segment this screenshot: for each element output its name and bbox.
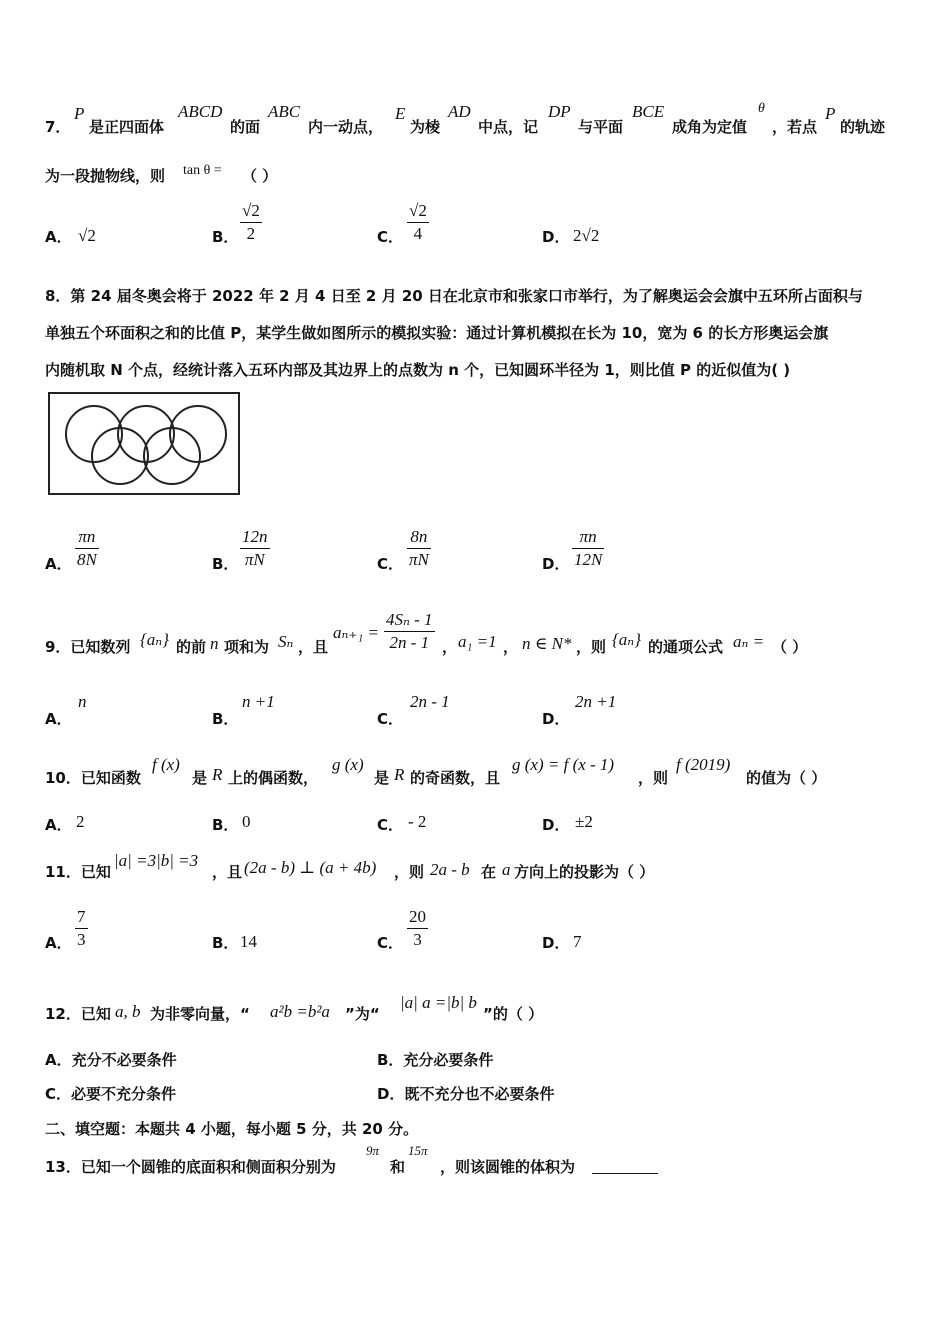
q9-paren: （ ） (772, 638, 808, 656)
q11-var-a: a (502, 860, 511, 879)
q10-option-b-value: 0 (242, 812, 251, 831)
q8-option-d-label: D． (542, 555, 570, 573)
q7-var: E (395, 104, 406, 123)
q9-seq: {aₙ} (612, 630, 641, 649)
q10-text: 的奇函数，且 (410, 769, 501, 787)
q7-text: 的轨迹 (840, 118, 886, 136)
q10-option-d-value: ±2 (575, 812, 593, 831)
q11-text: ，且 (212, 863, 243, 881)
q11-perp: (2a - b) ⊥ (a + 4b) (244, 858, 377, 877)
q9-option-d-label: D． (542, 710, 570, 728)
q10-option-a-value: 2 (76, 812, 85, 831)
q10-text: 的值为（ ） (746, 769, 827, 787)
q7-text: 是正四面体 (89, 118, 165, 136)
q7-text: 成角为定值 (672, 118, 748, 136)
q9-recurrence-fraction: $\frac{\text{4Sₙ - 1}}{2n - 1}$ (386, 610, 433, 652)
q9-option-a-label: A． (45, 710, 72, 728)
q7-var: ABC (268, 102, 301, 121)
q7-var-p: P (74, 104, 85, 123)
q11-option-b-value: 14 (240, 932, 257, 951)
q7-option-c-label: C． (377, 228, 404, 246)
q9-option-b-label: B． (212, 710, 239, 728)
q13-text: ，则该圆锥的体积为 (440, 1158, 576, 1176)
q9-general-term: aₙ = (733, 632, 765, 651)
q9-option-d-value: 2n +1 (575, 692, 617, 711)
q10-gx: g (x) (332, 755, 364, 774)
q9-text: ， (503, 638, 519, 656)
q12-text: 12．已知 (45, 1005, 111, 1023)
q8-line1: 8．第 24 届冬奥会将于 2022 年 2 月 4 日至 2 月 20 日在北京市和张家口市举行，为了解奥运会会旗中五环所占面积与 (45, 287, 863, 305)
q10-var-r: R (212, 765, 223, 784)
q7-var: DP (548, 102, 571, 121)
q10-option-a-label: A． (45, 816, 72, 834)
q13-text: 和 (390, 1158, 406, 1176)
q9-seq: {aₙ} (140, 630, 169, 649)
q9-option-a-value: n (78, 692, 87, 711)
q9-option-c-value: 2n - 1 (410, 692, 450, 711)
q7-option-b-label: B． (212, 228, 239, 246)
q8-option-c-label: C． (377, 555, 404, 573)
q10-text: 上的偶函数， (228, 769, 319, 787)
q13-text: 13．已知一个圆锥的底面积和侧面积分别为 (45, 1158, 336, 1176)
q11-vector: 2a - b (430, 860, 470, 879)
q9-text: ， (442, 638, 458, 656)
q7-text: ，若点 (772, 118, 818, 136)
q10-var-r: R (394, 765, 405, 784)
q13-base-area: 9π (366, 1143, 380, 1158)
q7-option-b-fraction: $\frac{√2}{2}$ (242, 201, 260, 243)
q8-option-a-fraction: $\frac{\pi n}{8N}$ (77, 527, 97, 569)
q10-option-c-value: - 2 (408, 812, 427, 831)
q7-var: AD (448, 102, 471, 121)
q7-option-a-value: √2 (78, 226, 96, 245)
q9-initial: a₁ =1 (458, 632, 497, 651)
q10-option-c-label: C． (377, 816, 404, 834)
q9-domain: n ∈ N* (522, 634, 572, 653)
q9-var-s: Sₙ (278, 632, 294, 651)
q13-lateral-area: 15π (408, 1143, 428, 1158)
q11-text: 在 (481, 863, 497, 881)
olympic-rings-figure (48, 392, 242, 496)
q9-text: ，且 (298, 638, 329, 656)
q8-option-a-label: A． (45, 555, 72, 573)
q7-line2: 为一段抛物线，则 (45, 167, 166, 185)
q9-var-n: n (210, 634, 219, 653)
q8-option-c-fraction: $\frac{8n}{\pi N}$ (409, 527, 429, 569)
q8-option-b-fraction: $\frac{12n}{\pi N}$ (242, 527, 268, 569)
q12-vars: a, b (115, 1002, 141, 1021)
q11-text: 11．已知 (45, 863, 111, 881)
q8-option-d-fraction: $\frac{\pi n}{12N}$ (574, 527, 603, 569)
q12-condition-2: |a| a =|b| b (400, 993, 477, 1012)
q12-text: ”的（ ） (483, 1005, 544, 1023)
q10-text: 10．已知函数 (45, 769, 141, 787)
q10-relation: g (x) = f (x - 1) (512, 755, 615, 774)
q10-option-d-label: D． (542, 816, 570, 834)
section-heading: 二、填空题：本题共 4 小题，每小题 5 分，共 20 分。 (45, 1120, 419, 1138)
q11-text: 方向上的投影为（ ） (514, 863, 655, 881)
q11-option-d-label: D． (542, 934, 570, 952)
q11-norms: |a| =3|b| =3 (114, 851, 199, 870)
q9-option-b-value: n +1 (242, 692, 275, 711)
q12-text: ”为“ (345, 1005, 380, 1023)
q9-recurrence-lhs: aₙ₊₁ = (333, 623, 379, 642)
q9-text: 的通项公式 (648, 638, 724, 656)
q9-text: 项和为 (224, 638, 270, 656)
q11-option-a-fraction: $\frac{7}{3}$ (77, 907, 86, 949)
q7-text: 为棱 (410, 118, 441, 136)
q10-text: 是 (192, 769, 208, 787)
q10-f2019: f (2019) (676, 755, 731, 774)
q12-text: 为非零向量，“ (150, 1005, 250, 1023)
q9-text: 的前 (176, 638, 207, 656)
q9-text: ，则 (576, 638, 607, 656)
q9-text: 9．已知数列 (45, 638, 131, 656)
q12-option-d: D．既不充分也不必要条件 (377, 1085, 555, 1103)
q12-condition-1: a²b =b²a (270, 1002, 330, 1021)
q7-text: 的面 (230, 118, 261, 136)
q11-option-d-value: 7 (573, 932, 582, 951)
q11-text: ，则 (394, 863, 425, 881)
q7-var: ABCD (178, 102, 223, 121)
q10-text: ，则 (638, 769, 669, 787)
q8-line2: 单独五个环面积之和的比值 P，某学生做如图所示的模拟实验：通过计算机模拟在长为 10，宽为 6 的长方形奥运会旗 (45, 324, 829, 342)
q7-option-a-label: A． (45, 228, 72, 246)
q7-text: 中点，记 (478, 118, 539, 136)
q7-paren: （ ） (242, 167, 278, 185)
q7-var-p: P (825, 104, 836, 123)
q10-text: 是 (374, 769, 390, 787)
q8-line3: 内随机取 N 个点，经统计落入五环内部及其边界上的点数为 n 个，已知圆环半径为 1，则比值 P 的近似值为( ) (45, 361, 791, 379)
q7-option-c-fraction: $\frac{√2}{4}$ (409, 201, 427, 243)
q7-var: BCE (632, 102, 665, 121)
q11-option-c-fraction: $\frac{20}{3}$ (409, 907, 426, 949)
q12-option-c: C．必要不充分条件 (45, 1085, 177, 1103)
q7-tan: tan θ = (183, 163, 222, 178)
q7-text: 内一动点， (308, 118, 384, 136)
q12-option-a: A．充分不必要条件 (45, 1051, 177, 1069)
q8-option-b-label: B． (212, 555, 239, 573)
q9-option-c-label: C． (377, 710, 404, 728)
q7-number: 7． (45, 118, 71, 136)
q11-option-a-label: A． (45, 934, 72, 952)
q10-fx: f (x) (152, 755, 180, 774)
q11-option-c-label: C． (377, 934, 404, 952)
q12-option-b: B．充分必要条件 (377, 1051, 494, 1069)
q7-var-theta: θ (758, 101, 765, 116)
q7-option-d-label: D． (542, 228, 570, 246)
q7-option-d-value: 2√2 (573, 226, 600, 245)
q13-answer-blank[interactable] (592, 1157, 658, 1178)
q10-option-b-label: B． (212, 816, 239, 834)
q11-option-b-label: B． (212, 934, 239, 952)
q7-text: 与平面 (578, 118, 624, 136)
